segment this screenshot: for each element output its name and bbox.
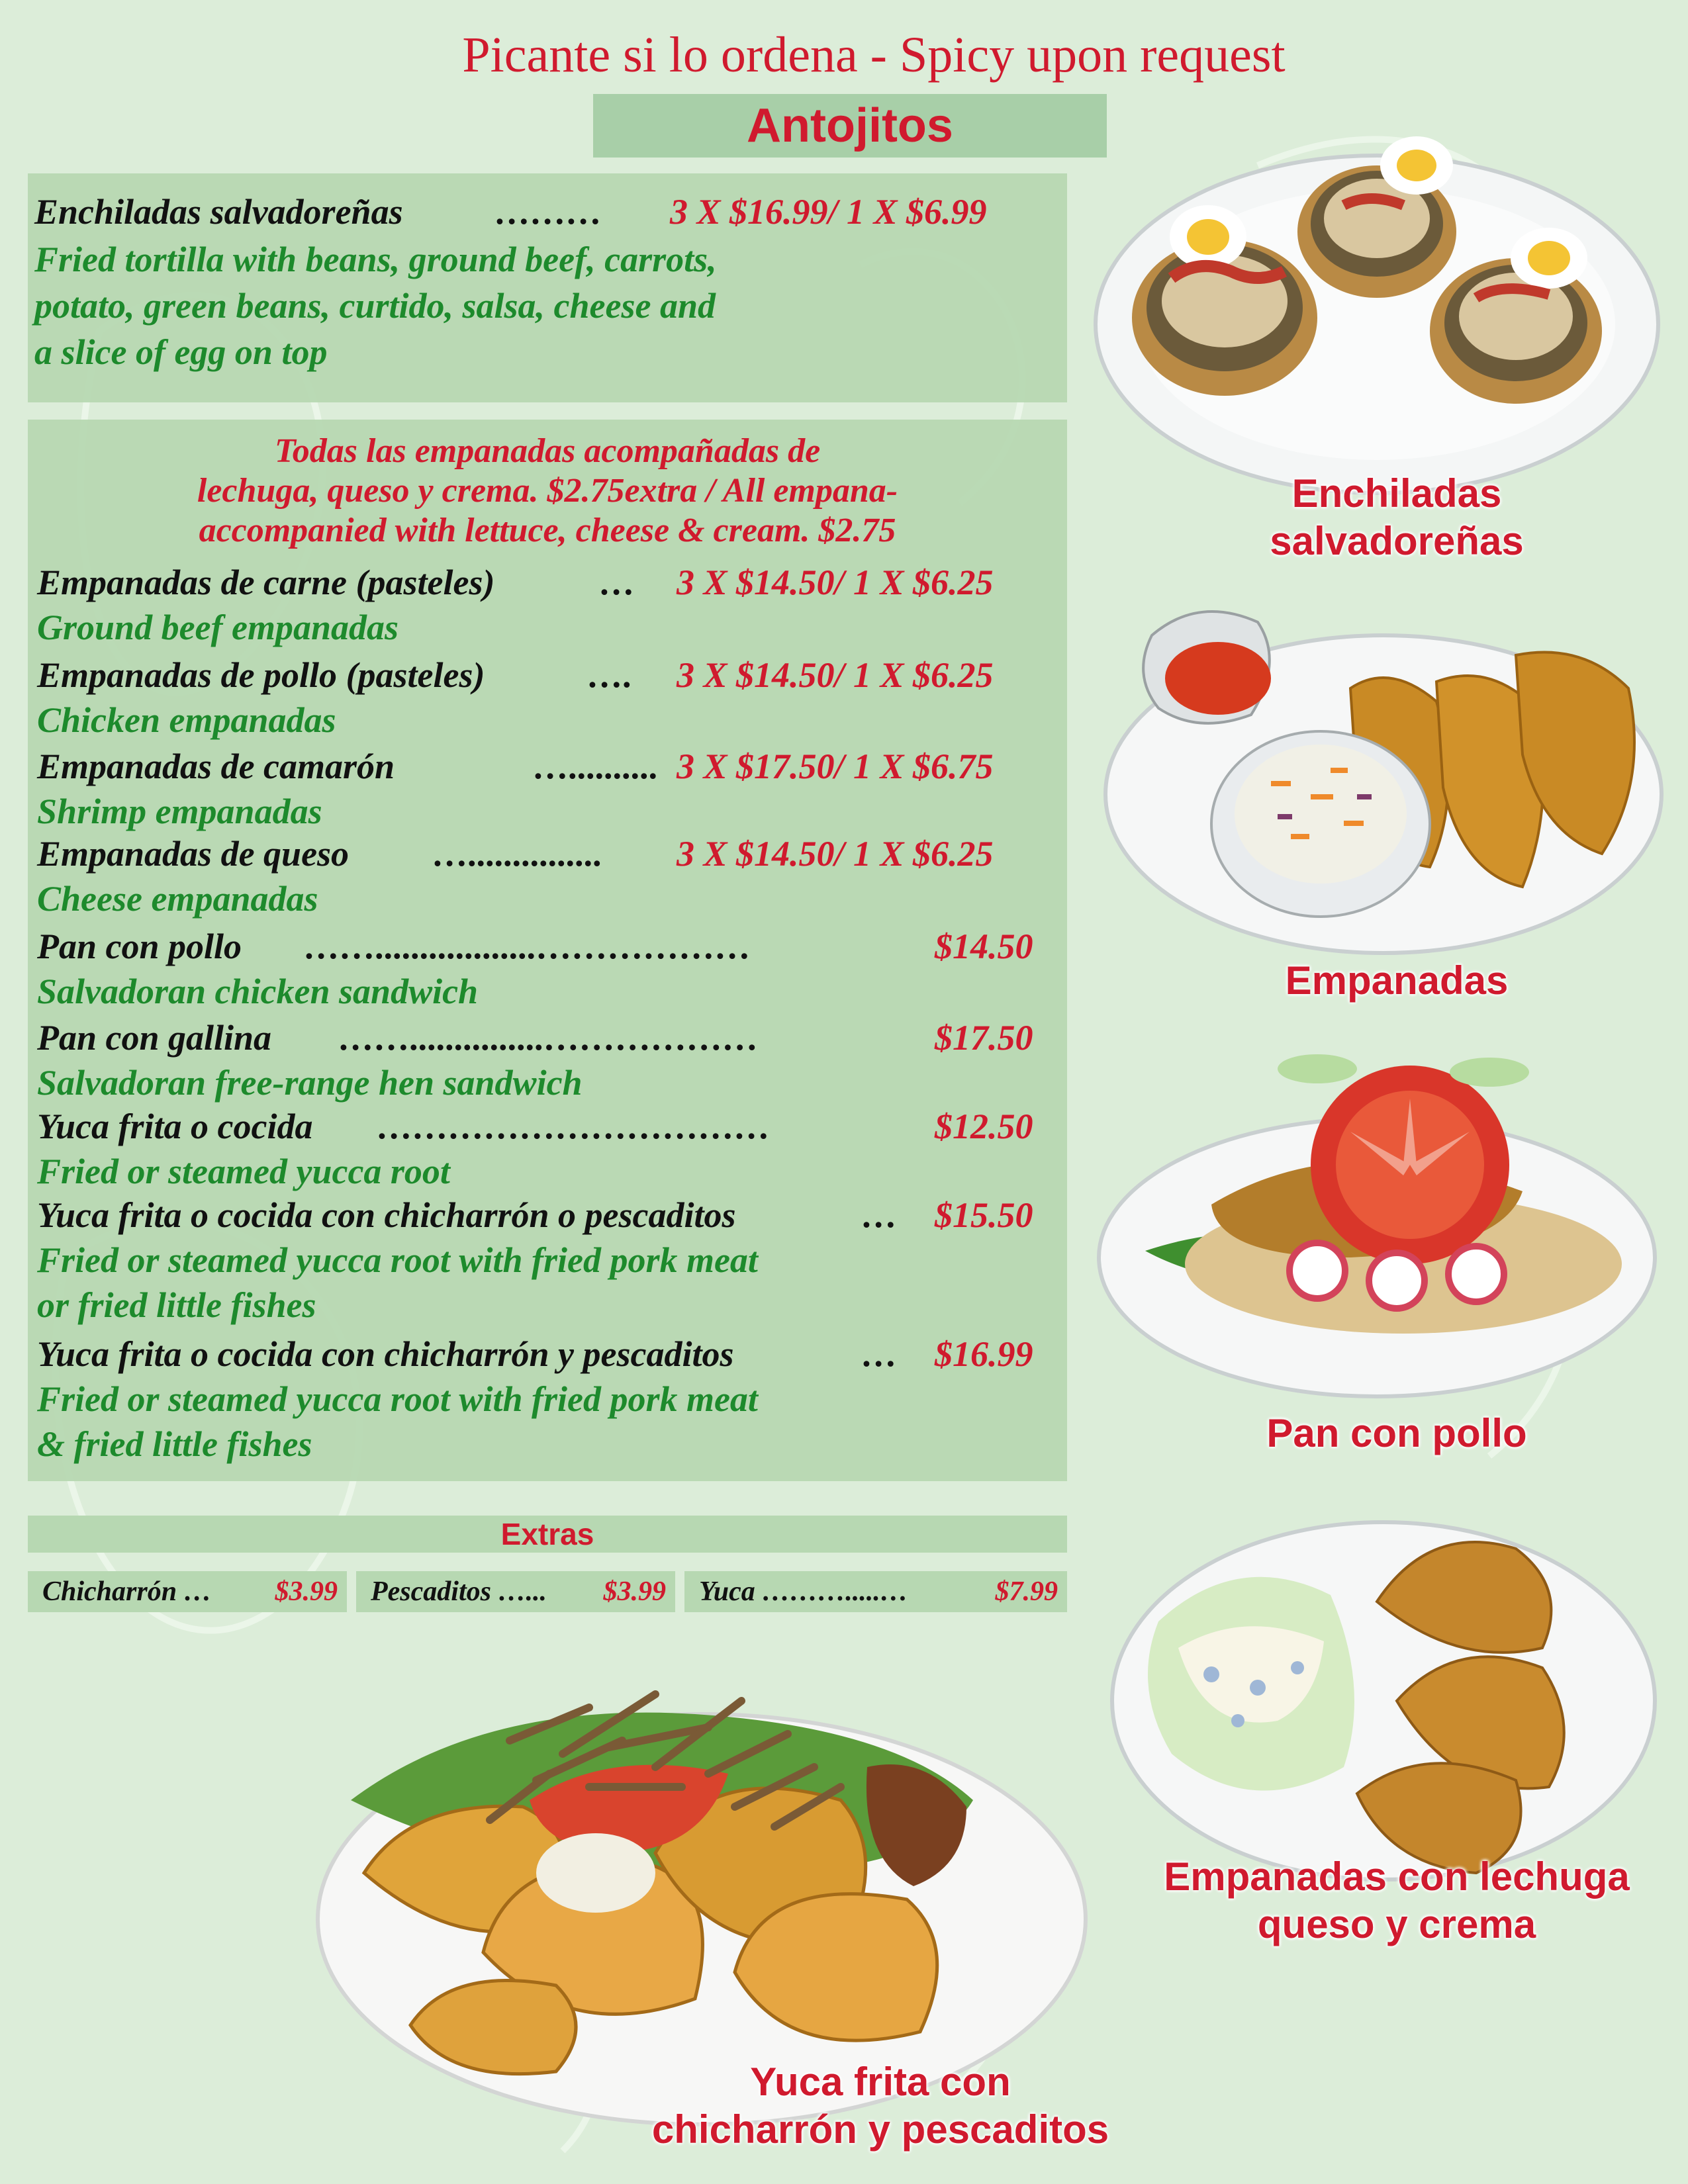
menu-item-description: or fried little fishes [37,1285,316,1325]
menu-item-price: $17.50 [935,1018,1033,1058]
menu-item-leader: ….......... [534,747,659,786]
menu-item-name: Enchiladas salvadoreñas [34,192,403,232]
menu-item-description: Ground beef empanadas [37,608,399,647]
extra-item-name: Pescaditos …... [371,1576,547,1607]
menu-item-description: Fried or steamed yucca root with fried pork meat [37,1240,758,1280]
caption-line: Empanadas con lechuga [1164,1854,1630,1899]
menu-item-leader: ……… [495,192,602,232]
extra-item-name: Chicharrón … [42,1576,212,1607]
extra-item-price: $3.99 [603,1576,666,1607]
caption-line: chicharrón y pescaditos [651,2107,1109,2152]
caption-line: queso y crema [1257,1902,1536,1946]
menu-item-leader: …. [588,655,633,695]
menu-item-description: Shrimp empanadas [37,792,322,831]
menu-item-price: $12.50 [935,1107,1033,1146]
menu-item-price: 3 X $14.50/ 1 X $6.25 [677,655,994,695]
empanadas-note: lechuga, queso y crema. $2.75extra / All empana- [197,472,898,510]
menu-item-leader: … [862,1195,898,1235]
caption-line: Yuca frita con [750,2060,1011,2104]
menu-item-name: Empanadas de pollo (pasteles) [37,655,485,695]
menu-item-description: Salvadoran free-range hen sandwich [37,1063,583,1103]
menu-item-description: & fried little fishes [37,1424,312,1464]
extra-item-name: Yuca ……….....… [699,1576,908,1607]
menu-item-price: $14.50 [935,927,1033,966]
menu-item-name: Yuca frita o cocida con chicharrón y pescaditos [37,1334,734,1374]
menu-item-price: 3 X $16.99/ 1 X $6.99 [670,192,987,232]
menu-item-leader: … [600,563,635,602]
enchiladas-photo [1092,139,1662,510]
menu-item-leader: ……...............……………… [339,1018,759,1058]
empanadas-note: Todas las empanadas acompañadas de [274,432,821,470]
menu-item-name: Empanadas de carne (pasteles) [37,563,495,602]
menu-item-name: Yuca frita o cocida [37,1107,313,1146]
menu-item-price: $16.99 [935,1334,1033,1374]
menu-item-description: a slice of egg on top [34,332,328,372]
menu-item-leader: …............... [433,834,603,874]
menu-item-description: Chicken empanadas [37,700,336,740]
caption-line: Empanadas [1285,958,1509,1003]
menu-item-name: Yuca frita o cocida con chicharrón o pescaditos [37,1195,736,1235]
extra-item-price: $3.99 [275,1576,338,1607]
menu-item-description: Cheese empanadas [37,879,318,919]
photo-caption-pan-con-pollo [1192,1410,1602,1457]
extra-item [356,1571,675,1612]
photo-caption-yuca [622,2058,1139,2154]
menu-item-name: Empanadas de queso [37,834,350,874]
photo-caption-enchiladas [1192,470,1602,565]
menu-item-description: Salvadoran chicken sandwich [37,972,479,1011]
menu-item-description: Fried or steamed yucca root [37,1152,450,1191]
menu-item-price: 3 X $14.50/ 1 X $6.25 [677,563,994,602]
empanadas-photo [1092,596,1668,966]
menu-item-description: potato, green beans, curtido, salsa, cheese and [34,286,716,326]
photo-caption-empanadas [1192,957,1602,1005]
menu-item-price: 3 X $14.50/ 1 X $6.25 [677,834,994,874]
extra-item [684,1571,1067,1612]
empanadas-note: accompanied with lettuce, cheese & cream. $2.75 [199,512,896,549]
menu-item-leader: …………………………… [377,1107,771,1146]
section-title-antojitos: Antojitos [593,94,1107,158]
menu-item-price: 3 X $17.50/ 1 X $6.75 [677,747,994,786]
caption-line: Pan con pollo [1266,1411,1527,1455]
caption-line: salvadoreñas [1270,519,1524,563]
menu-item-description: Fried tortilla with beans, ground beef, carrots, [34,240,717,279]
caption-line: Enchiladas [1291,471,1502,516]
menu-item-leader: … [862,1334,898,1374]
spicy-notice-title: Picante si lo ordena - Spicy upon request [462,27,1286,83]
extra-item [28,1571,347,1612]
pan-con-pollo-photo [1092,1052,1662,1423]
empanadas-con-crema-photo [1105,1516,1662,1886]
menu-item-name: Empanadas de camarón [37,747,395,786]
menu-item-price: $15.50 [935,1195,1033,1235]
menu-item-name: Pan con pollo [37,927,242,966]
menu-item-description: Fried or steamed yucca root with fried pork meat [37,1379,758,1419]
menu-item-leader: ……..................……………… [305,927,751,966]
menu-item-name: Pan con gallina [37,1018,272,1058]
extra-item-price: $7.99 [995,1576,1058,1607]
extras-title: Extras [28,1516,1067,1553]
photo-caption-empanadas-con-crema [1125,1853,1668,1948]
